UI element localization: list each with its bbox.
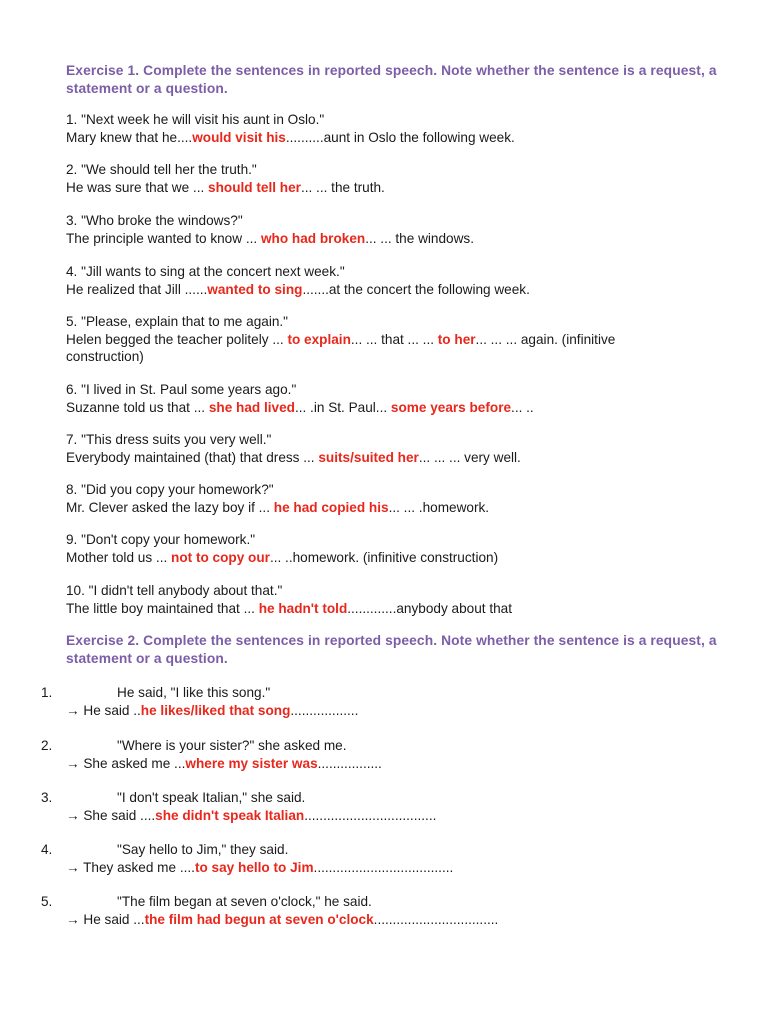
reported-sentence	[66, 399, 696, 417]
sentence-middle: ... ... that ... ...	[350, 331, 438, 347]
sentence-end: .................................	[373, 912, 499, 927]
sentence-end: .....................................	[313, 860, 454, 875]
answer: she had lived	[208, 399, 295, 415]
sentence-end: ... ..homework. (infinitive construction)	[269, 549, 499, 565]
item-number: 1.	[41, 685, 53, 700]
exercise-1-item	[66, 111, 696, 146]
answer: the film had begun at seven o'clock	[144, 912, 374, 927]
sentence-start: He was sure that we ...	[66, 179, 209, 195]
sentence-end: .......at the concert the following week.	[302, 281, 530, 297]
sentence-end: ... ..	[511, 399, 534, 415]
exercise-1-item	[66, 431, 696, 466]
sentence-start: Everybody maintained (that) that dress ...	[66, 449, 319, 465]
item-number: 3.	[41, 790, 53, 805]
item-number: 4.	[41, 842, 53, 857]
exercise-1-heading: Exercise 1. Complete the sentences in reported speech. Note whether the sentence is a request, a statement or a question.	[66, 63, 717, 96]
sentence-start: Suzanne told us that ...	[66, 399, 209, 415]
sentence-middle: ... .in St. Paul...	[294, 399, 391, 415]
answer: not to copy our	[171, 549, 270, 565]
exercise-1-item	[66, 313, 696, 366]
exercise-2-heading: Exercise 2. Complete the sentences in reported speech. Note whether the sentence is a request, a statement or a question.	[66, 633, 717, 666]
sentence-end: ... ... ... very well.	[418, 449, 521, 465]
answer: who had broken	[260, 230, 366, 246]
item-number: 5.	[41, 894, 53, 909]
answer-second: to her	[437, 331, 476, 347]
exercise-1-item	[66, 531, 696, 566]
reported-sentence	[66, 807, 436, 825]
reported-sentence	[66, 230, 696, 248]
sentence-end: ... ... the windows.	[365, 230, 474, 246]
answer: would visit his	[192, 129, 286, 145]
sentence-start: The little boy maintained that ...	[66, 600, 259, 616]
sentence-start: He realized that Jill ......	[66, 281, 208, 297]
reported-sentence	[66, 911, 498, 929]
sentence-end: ... ... the truth.	[300, 179, 385, 195]
reported-sentence	[66, 755, 382, 773]
sentence-start: Mother told us ...	[66, 549, 172, 565]
quote: 4. "Jill wants to sing at the concert next week."	[66, 264, 345, 279]
sentence-end: ..................	[290, 703, 359, 718]
quote: "Where is your sister?" she asked me.	[117, 738, 347, 753]
reported-sentence	[66, 600, 696, 618]
answer: to explain	[287, 331, 351, 347]
sentence-end: .................	[317, 756, 382, 771]
sentence-end: ... ... ... again. (infinitive construction)	[66, 331, 616, 364]
reported-sentence	[66, 331, 696, 366]
quote: 9. "Don't copy your homework."	[66, 532, 256, 547]
quote: 10. "I didn't tell anybody about that."	[66, 583, 283, 598]
sentence-start: → She asked me ...	[66, 756, 186, 771]
answer: he likes/liked that song	[140, 703, 291, 718]
sentence-start: The principle wanted to know ...	[66, 230, 261, 246]
answer: he hadn't told	[258, 600, 348, 616]
exercise-1-item	[66, 381, 696, 416]
sentence-start: Mr. Clever asked the lazy boy if ...	[66, 499, 274, 515]
quote: 8. "Did you copy your homework?"	[66, 482, 274, 497]
answer: to say hello to Jim	[194, 860, 314, 875]
answer: he had copied his	[273, 499, 389, 515]
reported-sentence	[66, 281, 696, 299]
quote: 7. "This dress suits you very well."	[66, 432, 272, 447]
reported-sentence	[66, 549, 696, 567]
sentence-start: → They asked me ....	[66, 860, 195, 875]
reported-sentence	[66, 859, 453, 877]
sentence-start: Helen begged the teacher politely ...	[66, 331, 288, 347]
sentence-end: .............anybody about that	[347, 600, 512, 616]
answer-second: some years before	[390, 399, 512, 415]
exercise-1-item	[66, 481, 696, 516]
quote: 6. "I lived in St. Paul some years ago."	[66, 382, 297, 397]
exercise-1-item	[66, 263, 696, 298]
quote: "I don't speak Italian," she said.	[117, 790, 306, 805]
quote: "Say hello to Jim," they said.	[117, 842, 289, 857]
quote: 5. "Please, explain that to me again."	[66, 314, 289, 329]
item-number: 2.	[41, 738, 53, 753]
quote: 2. "We should tell her the truth."	[66, 162, 257, 177]
answer: should tell her	[208, 179, 301, 195]
answer: she didn't speak Italian	[155, 808, 305, 823]
sentence-end: ...................................	[304, 808, 437, 823]
reported-sentence	[66, 179, 696, 197]
answer: suits/suited her	[318, 449, 419, 465]
quote: "The film began at seven o'clock," he said.	[117, 894, 372, 909]
reported-sentence	[66, 129, 696, 147]
sentence-start: → She said ....	[66, 808, 156, 823]
quote: 1. "Next week he will visit his aunt in Oslo."	[66, 112, 325, 127]
exercise-1-item	[66, 582, 696, 617]
reported-sentence	[66, 702, 358, 720]
sentence-start: → He said ..	[66, 703, 141, 718]
reported-sentence	[66, 449, 696, 467]
sentence-end: ..........aunt in Oslo the following week.	[285, 129, 515, 145]
exercise-1-item	[66, 161, 696, 196]
exercise-1-item	[66, 212, 696, 247]
answer: wanted to sing	[207, 281, 303, 297]
sentence-end: ... ... .homework.	[388, 499, 490, 515]
quote: 3. "Who broke the windows?"	[66, 213, 243, 228]
sentence-start: Mary knew that he....	[66, 129, 193, 145]
quote: He said, "I like this song."	[117, 685, 271, 700]
reported-sentence	[66, 499, 696, 517]
answer: where my sister was	[185, 756, 318, 771]
sentence-start: → He said ...	[66, 912, 145, 927]
